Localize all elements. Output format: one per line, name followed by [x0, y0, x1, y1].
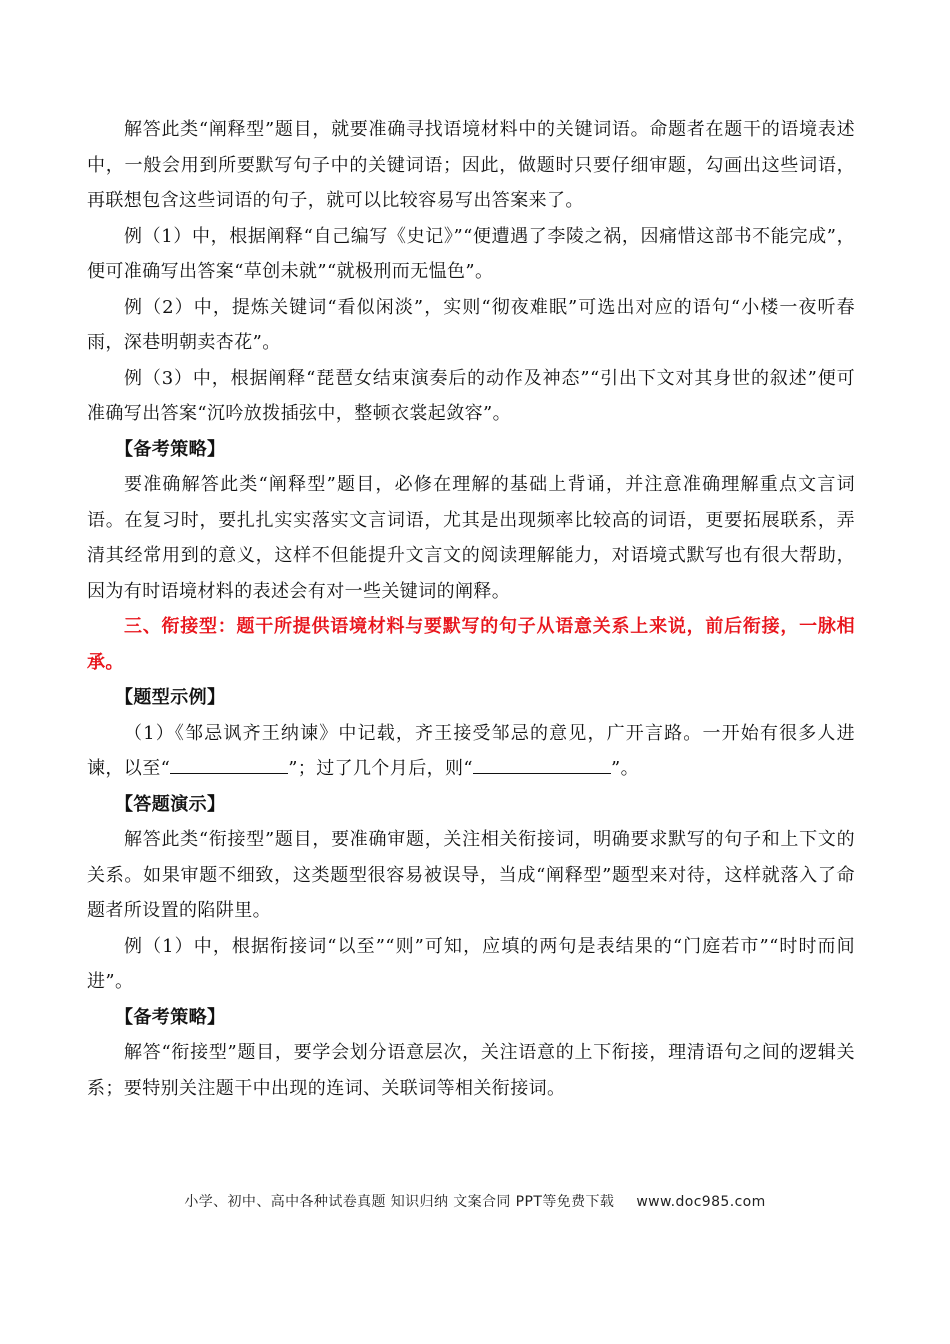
- heading-question-example: 【题型示例】: [115, 687, 226, 708]
- paragraph-prep-strategy-2: 解答“衔接型”题目，要学会划分语意层次，关注语意的上下衔接，理清语句之间的逻辑关系；要特别关注题干中出现的连词、关联词等相关衔接词。: [87, 1042, 855, 1099]
- paragraph-example-3: 例（3）中，根据阐释“琵琶女结束演奏后的动作及神态”“引出下文对其身世的叙述”便可准确写出答案“沉吟放拨插弦中，整顿衣裳起敛容”。: [87, 367, 855, 424]
- paragraph-answer-example: 例（1）中，根据衔接词“以至”“则”可知，应填的两句是表结果的“门庭若市”“时时而间进”。: [87, 935, 855, 992]
- paragraph-explain-method: 解答此类“阐释型”题目，就要准确寻找语境材料中的关键词语。命题者在题干的语境表述中，一般会用到所要默写句子中的关键词语；因此，做题时只要仔细审题，勾画出这些词语，再联想包含这些词语的句子，就可以比较容易写出答案来了。: [87, 119, 855, 211]
- footer-site-link[interactable]: www.doc985.com: [636, 1194, 766, 1210]
- paragraph-example-1: 例（1）中，根据阐释“自己编写《史记》”“便遭遇了李陵之祸，因痛惜这部书不能完成”，便可准确写出答案“草创未就”“就极刑而无愠色”。: [87, 225, 855, 282]
- heading-answer-demo: 【答题演示】: [115, 793, 226, 815]
- section-title-linking-type: 三、衔接型：题干所提供语境材料与要默写的句子从语意关系上来说，前后衔接，一脉相承。: [87, 616, 855, 673]
- question-1-text-c: ”。: [611, 758, 640, 779]
- question-1-text-b: ”；过了几个月后，则“: [288, 758, 474, 779]
- paragraph-prep-strategy-1: 要准确解答此类“阐释型”题目，必修在理解的基础上背诵，并注意准确理解重点文言词语。在复习时，要扎扎实实落实文言词语，尤其是出现频率比较高的词语，更要拓展联系，弄清其经常用到的意义，这样不但能提升文言文的阅读理解能力，对语境式默写也有很大帮助，因为有时语境材料的表述会有对一些关键词的阐释。: [87, 474, 855, 602]
- paragraph-example-2: 例（2）中，提炼关键词“看似闲淡”，实则“彻夜难眠”可选出对应的语句“小楼一夜听春雨，深巷明朝卖杏花”。: [87, 296, 855, 353]
- heading-prep-strategy-2: 【备考策略】: [115, 1006, 226, 1028]
- heading-prep-strategy-1: 【备考策略】: [115, 438, 226, 460]
- question-1: [87, 716, 855, 787]
- footer-text: 小学、初中、高中各种试卷真题 知识归纳 文案合同 PPT等免费下载: [184, 1194, 615, 1210]
- paragraph-answer-demo: 解答此类“衔接型”题目，要准确审题，关注相关衔接词，明确要求默写的句子和上下文的关系。如果审题不细致，这类题型很容易被误导，当成“阐释型”题型来对待，这样就落入了命题者所设置的陷阱里。: [87, 829, 855, 921]
- answer-blank-1: [170, 753, 288, 774]
- question-1-text-a: （1）《邹忌讽齐王纳谏》中记载，齐王接受邹忌的意见，广开言路。一开始有很多人进谏，以至“: [87, 722, 855, 779]
- answer-blank-2: [473, 753, 611, 774]
- page-footer: [0, 1191, 950, 1211]
